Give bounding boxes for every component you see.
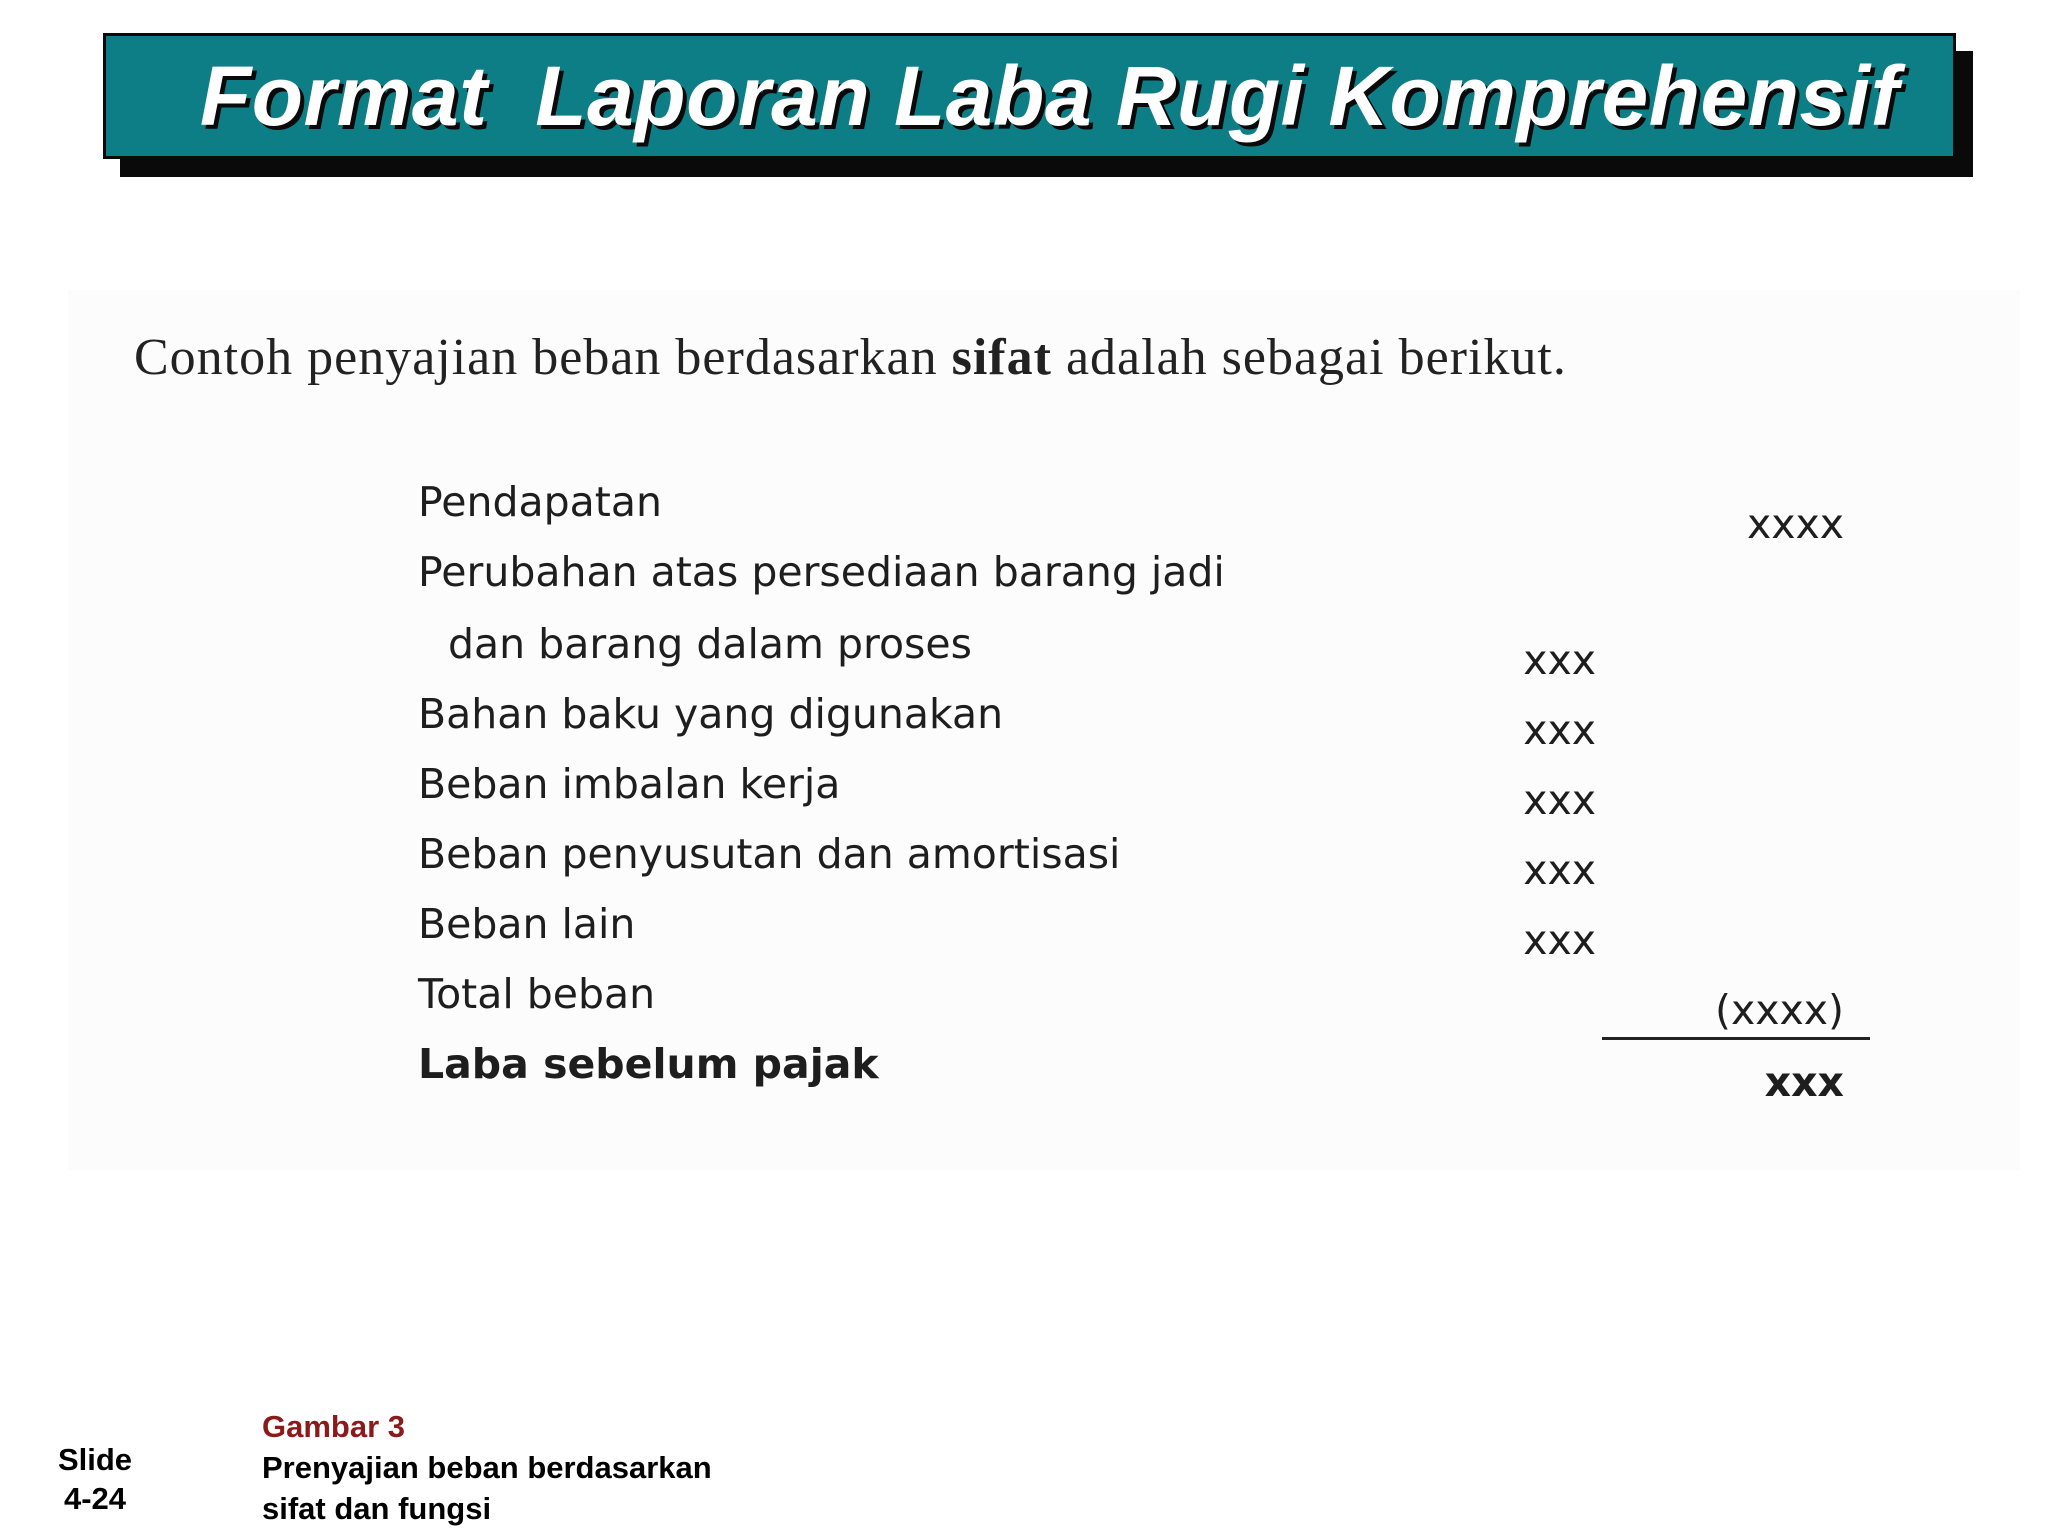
slide-title: Format Laporan Laba Rugi Komprehensif: [199, 48, 1900, 143]
row-amount-bahan-baku: xxx: [1523, 706, 1596, 754]
row-label-penyusutan: Beban penyusutan dan amortisasi: [418, 830, 1121, 878]
row-amount-laba-sebelum-pajak: xxx: [1764, 1058, 1844, 1106]
row-label-pendapatan: Pendapatan: [418, 478, 662, 526]
row-amount-imbalan-kerja: xxx: [1523, 776, 1596, 824]
figure-caption: [262, 1406, 712, 1529]
row-amount-pendapatan: xxxx: [1746, 500, 1844, 548]
slide-number-block: [30, 1440, 160, 1518]
figure-label: Gambar 3: [262, 1409, 406, 1444]
intro-text-before: Contoh penyajian beban berdasarkan: [134, 329, 952, 386]
row-label-bahan-baku: Bahan baku yang digunakan: [418, 690, 1004, 738]
row-label-laba-sebelum-pajak: Laba sebelum pajak: [418, 1040, 879, 1088]
row-label-barang-dalam-proses: dan barang dalam proses: [448, 620, 972, 668]
row-label-perubahan-persediaan: Perubahan atas persediaan barang jadi: [418, 548, 1225, 596]
slide-number: 4-24: [63, 1481, 127, 1516]
row-label-imbalan-kerja: Beban imbalan kerja: [418, 760, 841, 808]
caption-line-1: Prenyajian beban berdasarkan: [262, 1450, 712, 1485]
total-underline: [1602, 1037, 1870, 1040]
row-label-total-beban: Total beban: [418, 970, 656, 1018]
caption-line-2: sifat dan fungsi: [262, 1491, 492, 1526]
intro-text-bold: sifat: [951, 329, 1052, 386]
intro-text-after: adalah sebagai berikut.: [1051, 329, 1567, 386]
slide-label: Slide: [57, 1442, 133, 1477]
row-amount-barang-dalam-proses: xxx: [1523, 636, 1596, 684]
row-amount-beban-lain: xxx: [1523, 916, 1596, 964]
row-amount-penyusutan: xxx: [1523, 846, 1596, 894]
row-label-beban-lain: Beban lain: [418, 900, 636, 948]
intro-sentence: [134, 328, 1567, 387]
row-amount-total-beban: (xxxx): [1714, 986, 1844, 1034]
title-banner: [103, 33, 1956, 159]
